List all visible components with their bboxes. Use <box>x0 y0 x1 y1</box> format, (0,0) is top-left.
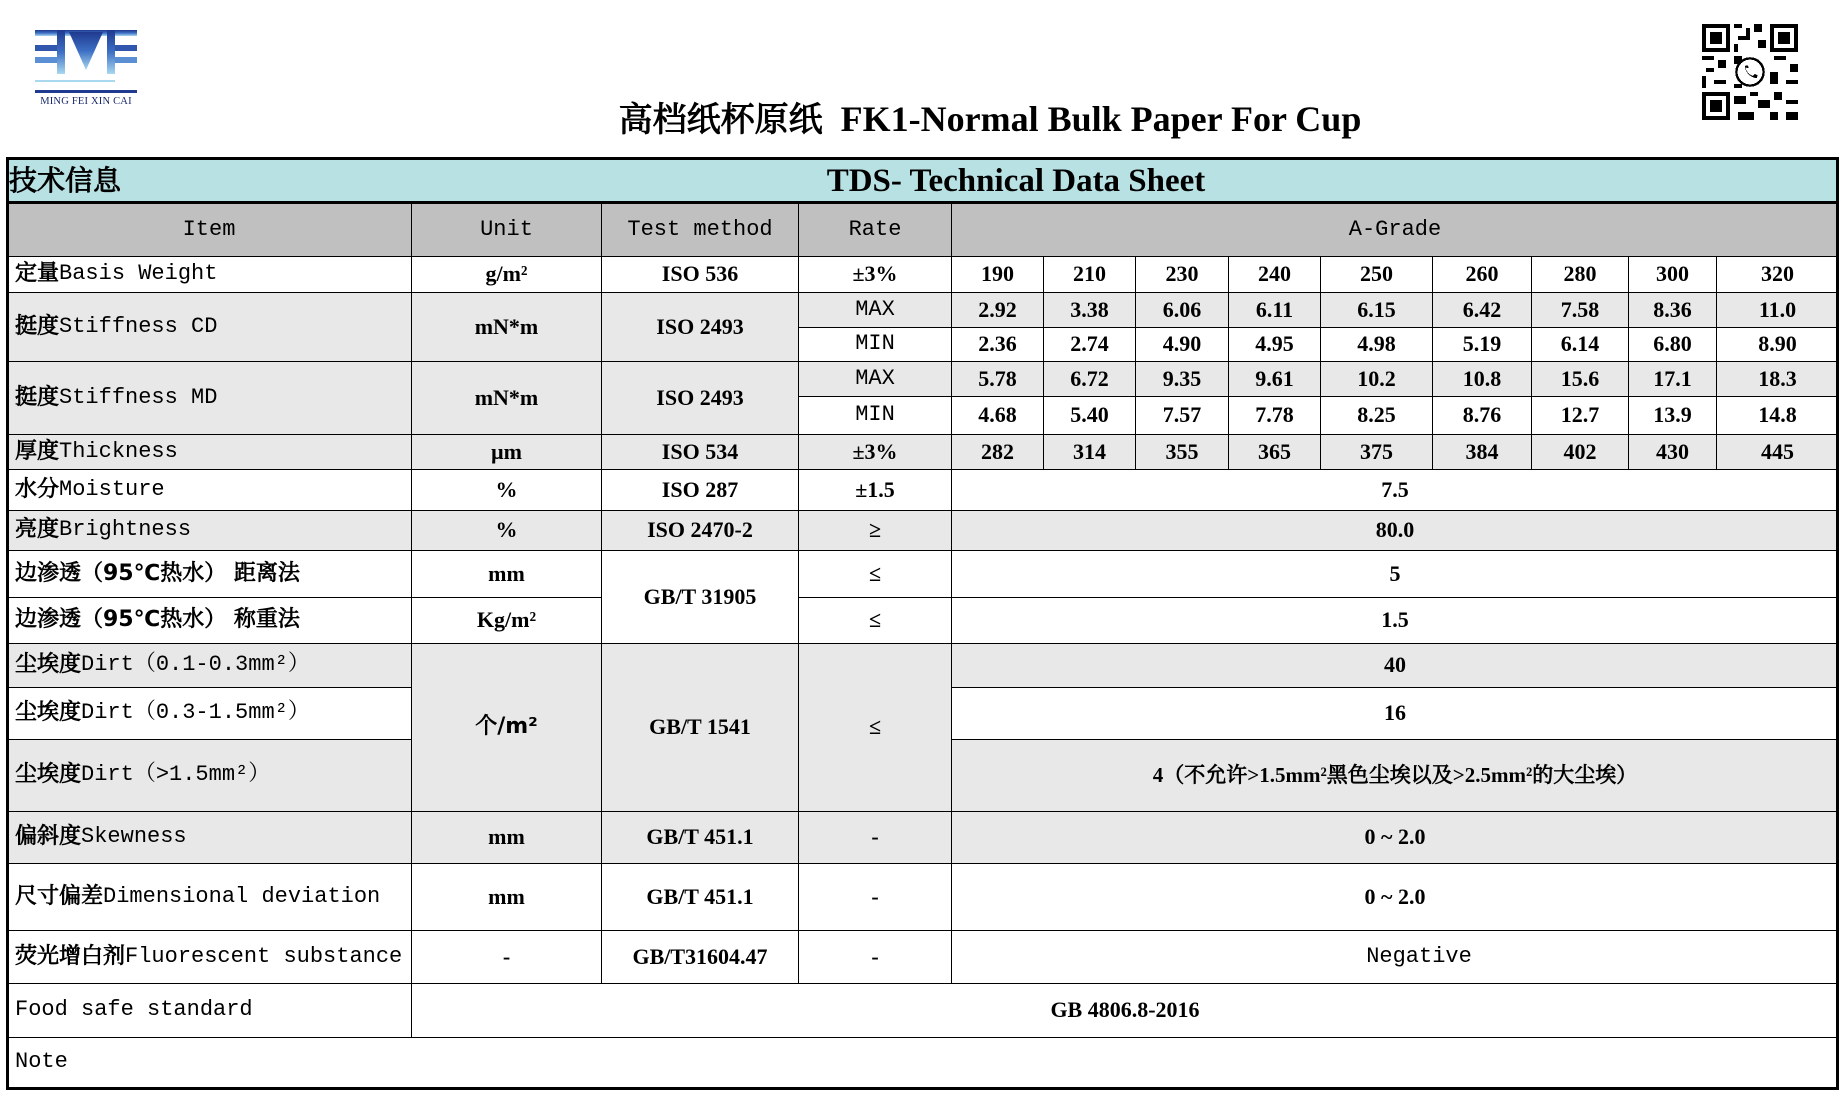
banner-left-label: 技术信息 <box>9 164 122 197</box>
banner-title: TDS- Technical Data Sheet <box>826 163 1206 199</box>
row-edge-wicking-distance-label: 边渗透（95℃热水） 距离法 <box>6 550 412 598</box>
stiffness-cd-max-cell: 6.11 <box>1228 292 1321 328</box>
logo-mark-icon <box>35 28 137 94</box>
edge-wicking-weight-unit: Kg/m² <box>411 597 602 644</box>
stiffness-cd-unit: mN*m <box>411 292 602 362</box>
edge-wicking-weight-value: 1.5 <box>951 597 1839 644</box>
grammage-cell: 320 <box>1716 256 1839 293</box>
grammage-cell: 240 <box>1228 256 1321 293</box>
thickness-cell: 375 <box>1320 434 1433 470</box>
dirt-rate: ≤ <box>798 643 952 812</box>
row-stiffness-cd-label: 挺度 Stiffness CD <box>6 292 412 362</box>
row-fluorescent-label: 荧光增白剂 Fluorescent substance <box>6 930 412 984</box>
row-note <box>6 1037 1839 1090</box>
dirt-method: GB/T 1541 <box>601 643 799 812</box>
thickness-cell: 384 <box>1432 434 1532 470</box>
stiffness-md-min-cell: 8.25 <box>1320 396 1433 435</box>
stiffness-md-max-cell: 18.3 <box>1716 361 1839 397</box>
stiffness-md-min-cell: 7.78 <box>1228 396 1321 435</box>
stiffness-md-min-cell: 5.40 <box>1043 396 1136 435</box>
stiffness-md-min-cell: 14.8 <box>1716 396 1839 435</box>
thickness-unit: µm <box>411 434 602 470</box>
grammage-cell: 300 <box>1628 256 1717 293</box>
stiffness-md-min-cell: 12.7 <box>1531 396 1629 435</box>
row-brightness-label: 亮度 Brightness <box>6 510 412 551</box>
thickness-cell: 445 <box>1716 434 1839 470</box>
title-chinese: 高档纸杯原纸 <box>618 100 823 140</box>
stiffness-md-max-cell: 9.61 <box>1228 361 1321 397</box>
row-stiffness-md-label: 挺度 Stiffness MD <box>6 361 412 435</box>
basis-weight-rate: ±3% <box>798 256 952 293</box>
stiffness-cd-max-cell: 6.15 <box>1320 292 1433 328</box>
basis-weight-method: ISO 536 <box>601 256 799 293</box>
stiffness-md-min-label: MIN <box>798 396 952 435</box>
stiffness-cd-min-cell: 8.90 <box>1716 327 1839 362</box>
logo-text: MING FEI XIN CAI <box>40 96 132 107</box>
row-food-safe-label: Food safe standard <box>6 983 412 1038</box>
col-header-grade: A-Grade <box>951 203 1839 257</box>
row-basis-weight-label: 定量 Basis Weight <box>6 256 412 293</box>
stiffness-cd-method: ISO 2493 <box>601 292 799 362</box>
grammage-cell: 230 <box>1135 256 1229 293</box>
stiffness-md-max-cell: 15.6 <box>1531 361 1629 397</box>
brightness-unit: % <box>411 510 602 551</box>
stiffness-md-min-cell: 7.57 <box>1135 396 1229 435</box>
stiffness-md-max-cell: 9.35 <box>1135 361 1229 397</box>
dimensional-method: GB/T 451.1 <box>601 863 799 931</box>
stiffness-md-max-label: MAX <box>798 361 952 397</box>
stiffness-md-min-cell: 4.68 <box>951 396 1044 435</box>
dimensional-rate: - <box>798 863 952 931</box>
edge-wicking-distance-unit: mm <box>411 550 602 598</box>
technical-data-table <box>6 157 1839 1090</box>
skewness-unit: mm <box>411 811 602 864</box>
stiffness-cd-min-cell: 6.80 <box>1628 327 1717 362</box>
stiffness-md-min-cell: 8.76 <box>1432 396 1532 435</box>
thickness-cell: 402 <box>1531 434 1629 470</box>
edge-wicking-distance-value: 5 <box>951 550 1839 598</box>
stiffness-cd-max-cell: 6.42 <box>1432 292 1532 328</box>
dirt-2-value: 16 <box>951 687 1839 740</box>
stiffness-md-max-cell: 10.2 <box>1320 361 1433 397</box>
stiffness-cd-max-cell: 11.0 <box>1716 292 1839 328</box>
stiffness-md-max-cell: 6.72 <box>1043 361 1136 397</box>
stiffness-cd-max-cell: 6.06 <box>1135 292 1229 328</box>
row-dirt-3-label: 尘埃度 Dirt（>1.5mm²） <box>6 739 412 812</box>
stiffness-cd-max-cell: 2.92 <box>951 292 1044 328</box>
thickness-cell: 365 <box>1228 434 1321 470</box>
food-safe-value: GB 4806.8-2016 <box>411 983 1839 1038</box>
dimensional-value: 0 ~ 2.0 <box>951 863 1839 931</box>
thickness-cell: 430 <box>1628 434 1717 470</box>
skewness-value: 0 ~ 2.0 <box>951 811 1839 864</box>
row-moisture-label: 水分 Moisture <box>6 469 412 511</box>
thickness-cell: 314 <box>1043 434 1136 470</box>
stiffness-cd-max-cell: 3.38 <box>1043 292 1136 328</box>
edge-wicking-distance-rate: ≤ <box>798 550 952 598</box>
stiffness-cd-min-cell: 5.19 <box>1432 327 1532 362</box>
grammage-cell: 210 <box>1043 256 1136 293</box>
stiffness-md-unit: mN*m <box>411 361 602 435</box>
row-thickness-label: 厚度 Thickness <box>6 434 412 470</box>
grammage-cell: 190 <box>951 256 1044 293</box>
thickness-cell: 282 <box>951 434 1044 470</box>
qr-code-icon <box>1702 24 1798 120</box>
row-dimensional-label: 尺寸偏差 Dimensional deviation <box>6 863 412 931</box>
row-dirt-1-label: 尘埃度 Dirt（0.1-0.3mm²） <box>6 643 412 688</box>
fluorescent-rate: - <box>798 930 952 984</box>
row-edge-wicking-weight-label: 边渗透（95℃热水） 称重法 <box>6 597 412 644</box>
moisture-method: ISO 287 <box>601 469 799 511</box>
brightness-rate: ≥ <box>798 510 952 551</box>
row-skewness-label: 偏斜度 Skewness <box>6 811 412 864</box>
fluorescent-method: GB/T31604.47 <box>601 930 799 984</box>
stiffness-md-max-cell: 5.78 <box>951 361 1044 397</box>
stiffness-cd-min-cell: 6.14 <box>1531 327 1629 362</box>
stiffness-cd-min-cell: 2.36 <box>951 327 1044 362</box>
skewness-method: GB/T 451.1 <box>601 811 799 864</box>
fluorescent-unit: - <box>411 930 602 984</box>
moisture-unit: % <box>411 469 602 511</box>
thickness-method: ISO 534 <box>601 434 799 470</box>
moisture-rate: ±1.5 <box>798 469 952 511</box>
note-label: Note <box>15 1049 68 1075</box>
stiffness-cd-min-cell: 4.90 <box>1135 327 1229 362</box>
stiffness-cd-max-cell: 7.58 <box>1531 292 1629 328</box>
stiffness-md-max-cell: 10.8 <box>1432 361 1532 397</box>
grammage-cell: 280 <box>1531 256 1629 293</box>
dirt-unit: 个/m² <box>411 643 602 812</box>
stiffness-cd-min-label: MIN <box>798 327 952 362</box>
row-dirt-2-label: 尘埃度 Dirt（0.3-1.5mm²） <box>6 687 412 740</box>
document-title <box>560 94 1420 145</box>
stiffness-cd-min-cell: 4.95 <box>1228 327 1321 362</box>
skewness-rate: - <box>798 811 952 864</box>
grammage-cell: 250 <box>1320 256 1433 293</box>
dirt-3-value: 4（不允许>1.5mm²黑色尘埃以及>2.5mm²的大尘埃） <box>951 739 1839 812</box>
col-header-rate: Rate <box>798 203 952 257</box>
brightness-method: ISO 2470-2 <box>601 510 799 551</box>
thickness-rate: ±3% <box>798 434 952 470</box>
stiffness-md-method: ISO 2493 <box>601 361 799 435</box>
moisture-value: 7.5 <box>951 469 1839 511</box>
stiffness-cd-max-label: MAX <box>798 292 952 328</box>
basis-weight-unit: g/m² <box>411 256 602 293</box>
dirt-1-value: 40 <box>951 643 1839 688</box>
stiffness-cd-min-cell: 4.98 <box>1320 327 1433 362</box>
stiffness-md-min-cell: 13.9 <box>1628 396 1717 435</box>
col-header-unit: Unit <box>411 203 602 257</box>
brightness-value: 80.0 <box>951 510 1839 551</box>
edge-wicking-weight-rate: ≤ <box>798 597 952 644</box>
stiffness-cd-min-cell: 2.74 <box>1043 327 1136 362</box>
thickness-cell: 355 <box>1135 434 1229 470</box>
dimensional-unit: mm <box>411 863 602 931</box>
stiffness-md-max-cell: 17.1 <box>1628 361 1717 397</box>
edge-wicking-method: GB/T 31905 <box>601 550 799 644</box>
title-english: FK1-Normal Bulk Paper For Cup <box>840 99 1362 139</box>
col-header-test-method: Test method <box>601 203 799 257</box>
grammage-cell: 260 <box>1432 256 1532 293</box>
col-header-item: Item <box>6 203 412 257</box>
stiffness-cd-max-cell: 8.36 <box>1628 292 1717 328</box>
fluorescent-value: Negative <box>951 930 1839 984</box>
